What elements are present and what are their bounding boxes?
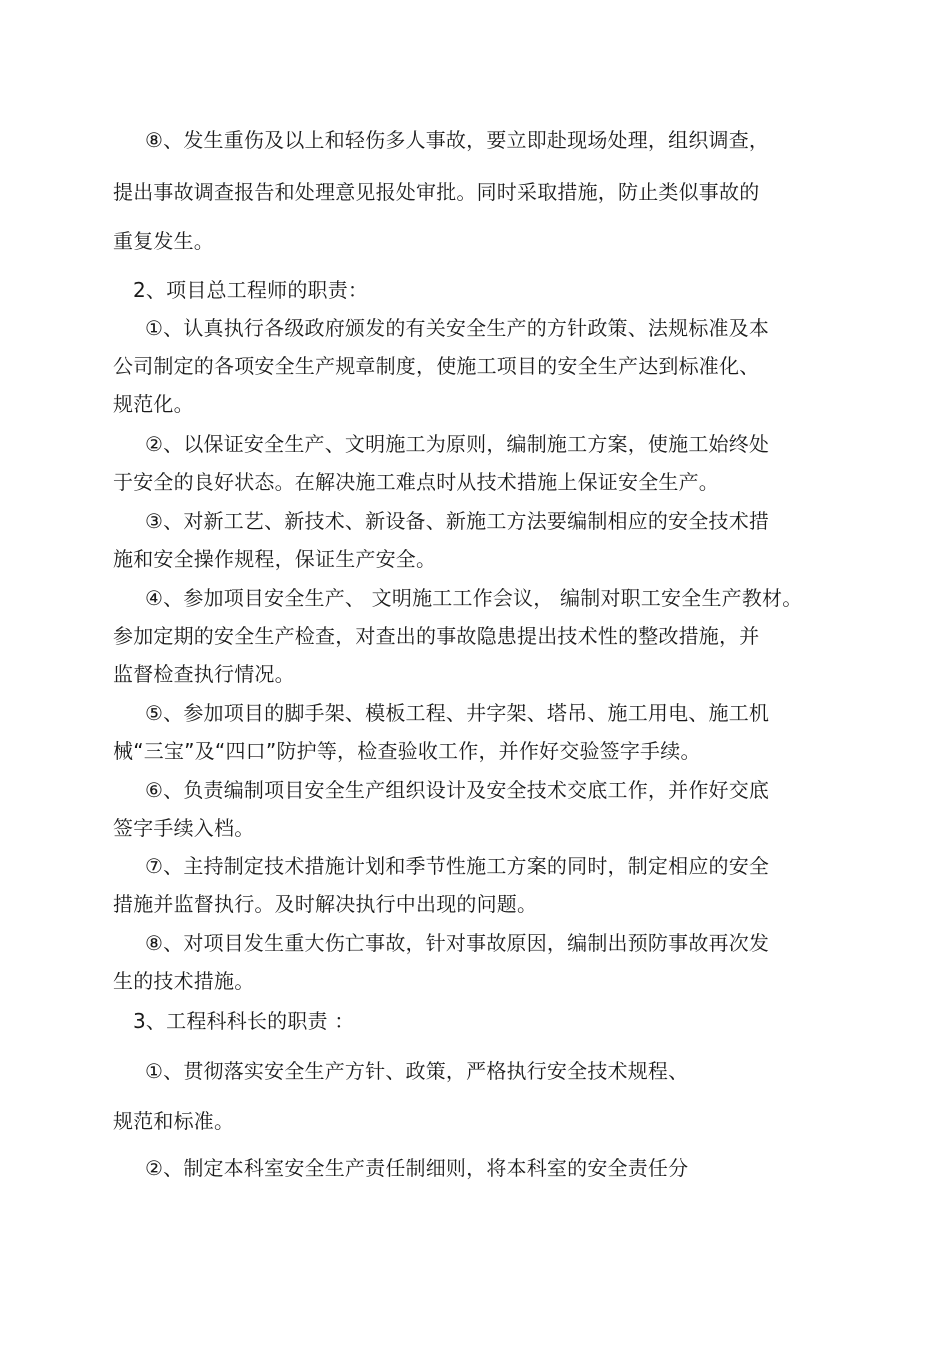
section-heading: 2、项目总工程师的职责： xyxy=(133,278,369,302)
text-line: ⑥、负责编制项目安全生产组织设计及安全技术交底工作，并作好交底 xyxy=(145,778,770,802)
text-line: 规范和标准。 xyxy=(113,1109,235,1133)
text-line: 施和安全操作规程，保证生产安全。 xyxy=(113,547,437,571)
text-line: 监督检查执行情况。 xyxy=(113,662,295,686)
text-line: 于安全的良好状态。在解决施工难点时从技术措施上保证安全生产。 xyxy=(113,470,719,494)
text-line: ①、认真执行各级政府颁发的有关安全生产的方针政策、法规标准及本 xyxy=(145,316,770,340)
text-line: ②、以保证安全生产、文明施工为原则，编制施工方案，使施工始终处 xyxy=(145,432,770,456)
text-line: ⑤、参加项目的脚手架、模板工程、井字架、塔吊、施工用电、施工机 xyxy=(145,701,770,725)
text-line: ①、贯彻落实安全生产方针、政策，严格执行安全技术规程、 xyxy=(145,1059,689,1083)
text-line: 措施并监督执行。及时解决执行中出现的问题。 xyxy=(113,892,538,916)
text-line: ⑦、主持制定技术措施计划和季节性施工方案的同时，制定相应的安全 xyxy=(145,854,770,878)
text-line: 械“三宝”及“四口”防护等，检查验收工作，并作好交验签字手续。 xyxy=(113,739,701,763)
text-line: ④、参加项目安全生产、 文明施工工作会议， 编制对职工安全生产教材。 xyxy=(145,586,803,610)
text-line: ⑧、发生重伤及以上和轻伤多人事故，要立即赴现场处理，组织调查， xyxy=(145,128,770,152)
text-line: ⑧、对项目发生重大伤亡事故，针对事故原因，编制出预防事故再次发 xyxy=(145,931,770,955)
text-line: 重复发生。 xyxy=(113,229,214,253)
section-heading: 3、工程科科长的职责 ： xyxy=(133,1009,355,1033)
text-line: 生的技术措施。 xyxy=(113,969,255,993)
text-line: 公司制定的各项安全生产规章制度，使施工项目的安全生产达到标准化、 xyxy=(113,354,760,378)
text-line: 规范化。 xyxy=(113,392,194,416)
text-line: 参加定期的安全生产检查，对查出的事故隐患提出技术性的整改措施，并 xyxy=(113,624,760,648)
text-line: ③、对新工艺、新技术、新设备、新施工方法要编制相应的安全技术措 xyxy=(145,509,770,533)
text-line: 签字手续入档。 xyxy=(113,816,255,840)
text-line: 提出事故调查报告和处理意见报处审批。同时采取措施，防止类似事故的 xyxy=(113,180,760,204)
text-line: ②、制定本科室安全生产责任制细则，将本科室的安全责任分 xyxy=(145,1156,689,1180)
